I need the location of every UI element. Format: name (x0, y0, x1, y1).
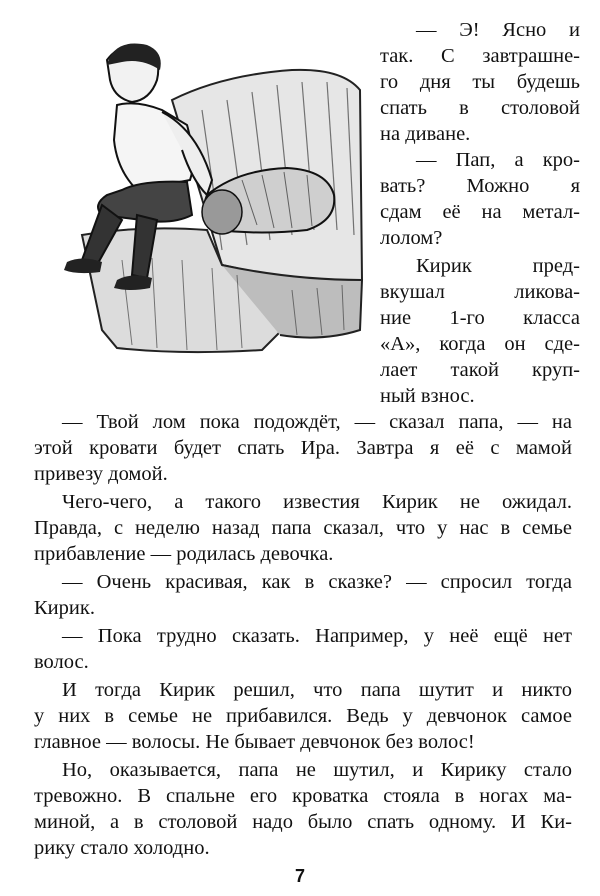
text-line: главное — волосы. Не бывает девчонок без волос! (34, 731, 475, 753)
text-line: на диване. (380, 123, 471, 145)
text-line: — Очень красивая, как в сказке? — спросил тогда (62, 571, 572, 593)
text-line: го дня ты будешь (380, 71, 580, 93)
text-line: этой кровати будет спать Ира. Завтра я её с мамой (34, 437, 572, 459)
text-line: ный взнос. (380, 385, 475, 407)
text-line: тревожно. В спальне его кроватка стояла в ногах ма- (34, 785, 572, 807)
text-line: — Пап, а кро- (416, 149, 580, 171)
text-line: волос. (34, 651, 89, 673)
text-line: миной, а в столовой надо было спать одному. И Ки- (34, 811, 572, 833)
text-line: вкушал ликова- (380, 281, 580, 303)
text-line: вать? Можно я (380, 175, 580, 197)
text-line: — Пока трудно сказать. Например, у неё ещё нет (62, 625, 572, 647)
text-line: — Твой лом пока подождёт, — сказал папа, — на (62, 411, 572, 433)
text-line: лает такой круп- (380, 359, 580, 381)
text-line: сдам её на метал- (380, 201, 580, 223)
page-number: 7 (294, 866, 305, 886)
text-line: спать в столовой (380, 97, 580, 119)
text-line: привезу домой. (34, 463, 168, 485)
text-line: ние 1-го класса (380, 307, 580, 329)
text-line: Чего-чего, а такого известия Кирик не ожидал. (62, 491, 572, 513)
text-line: Кирик. (34, 597, 95, 619)
text-line: рику стало холодно. (34, 837, 210, 859)
text-line: лолом? (380, 227, 443, 249)
text-line: у них в семье не прибавился. Ведь у девчонок самое (34, 705, 572, 727)
text-line: так. С завтрашне- (380, 45, 580, 67)
text-line: Кирик пред- (416, 255, 580, 277)
text-line: Но, оказывается, папа не шутил, и Кирику стало (62, 759, 572, 781)
text-line: — Э! Ясно и (416, 19, 580, 41)
text-line: И тогда Кирик решил, что папа шутит и никто (62, 679, 572, 701)
text-line: Правда, с неделю назад папа сказал, что у нас в семье (34, 517, 572, 539)
text-line: «А», когда он сде- (380, 333, 580, 355)
boy-on-armchair-illustration (22, 30, 367, 395)
text-line: прибавление — родилась девочка. (34, 543, 334, 565)
